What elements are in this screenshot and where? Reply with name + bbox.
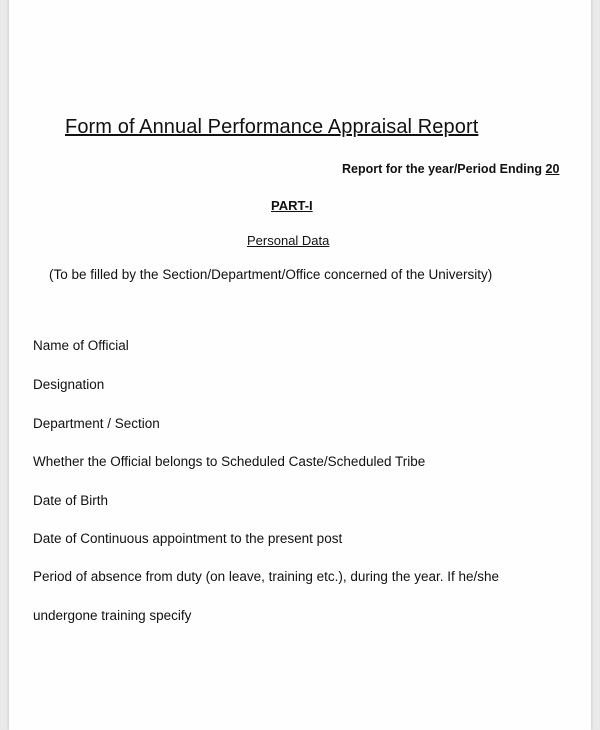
report-period-label: Report for the year/Period Ending [342,162,546,176]
form-title: Form of Annual Performance Appraisal Report [65,116,479,138]
field-training-specify: undergone training specify [33,608,192,623]
report-period [342,162,559,176]
field-date-of-birth: Date of Birth [33,493,109,508]
section-heading: Personal Data [247,233,330,248]
field-appointment-date: Date of Continuous appointment to the present post [33,531,343,546]
report-period-year: 20 [545,162,560,176]
field-absence-period: Period of absence from duty (on leave, training etc.), during the year. If he/she [33,569,500,584]
document-page [9,0,591,730]
field-department-section: Department / Section [33,416,160,431]
instruction-note: (To be filled by the Section/Department/Office concerned of the University) [49,267,493,282]
field-name-of-official: Name of Official [33,338,129,353]
field-designation: Designation [33,377,105,392]
field-caste-tribe: Whether the Official belongs to Scheduled Caste/Scheduled Tribe [33,454,426,469]
part-heading: PART-I [271,198,313,213]
